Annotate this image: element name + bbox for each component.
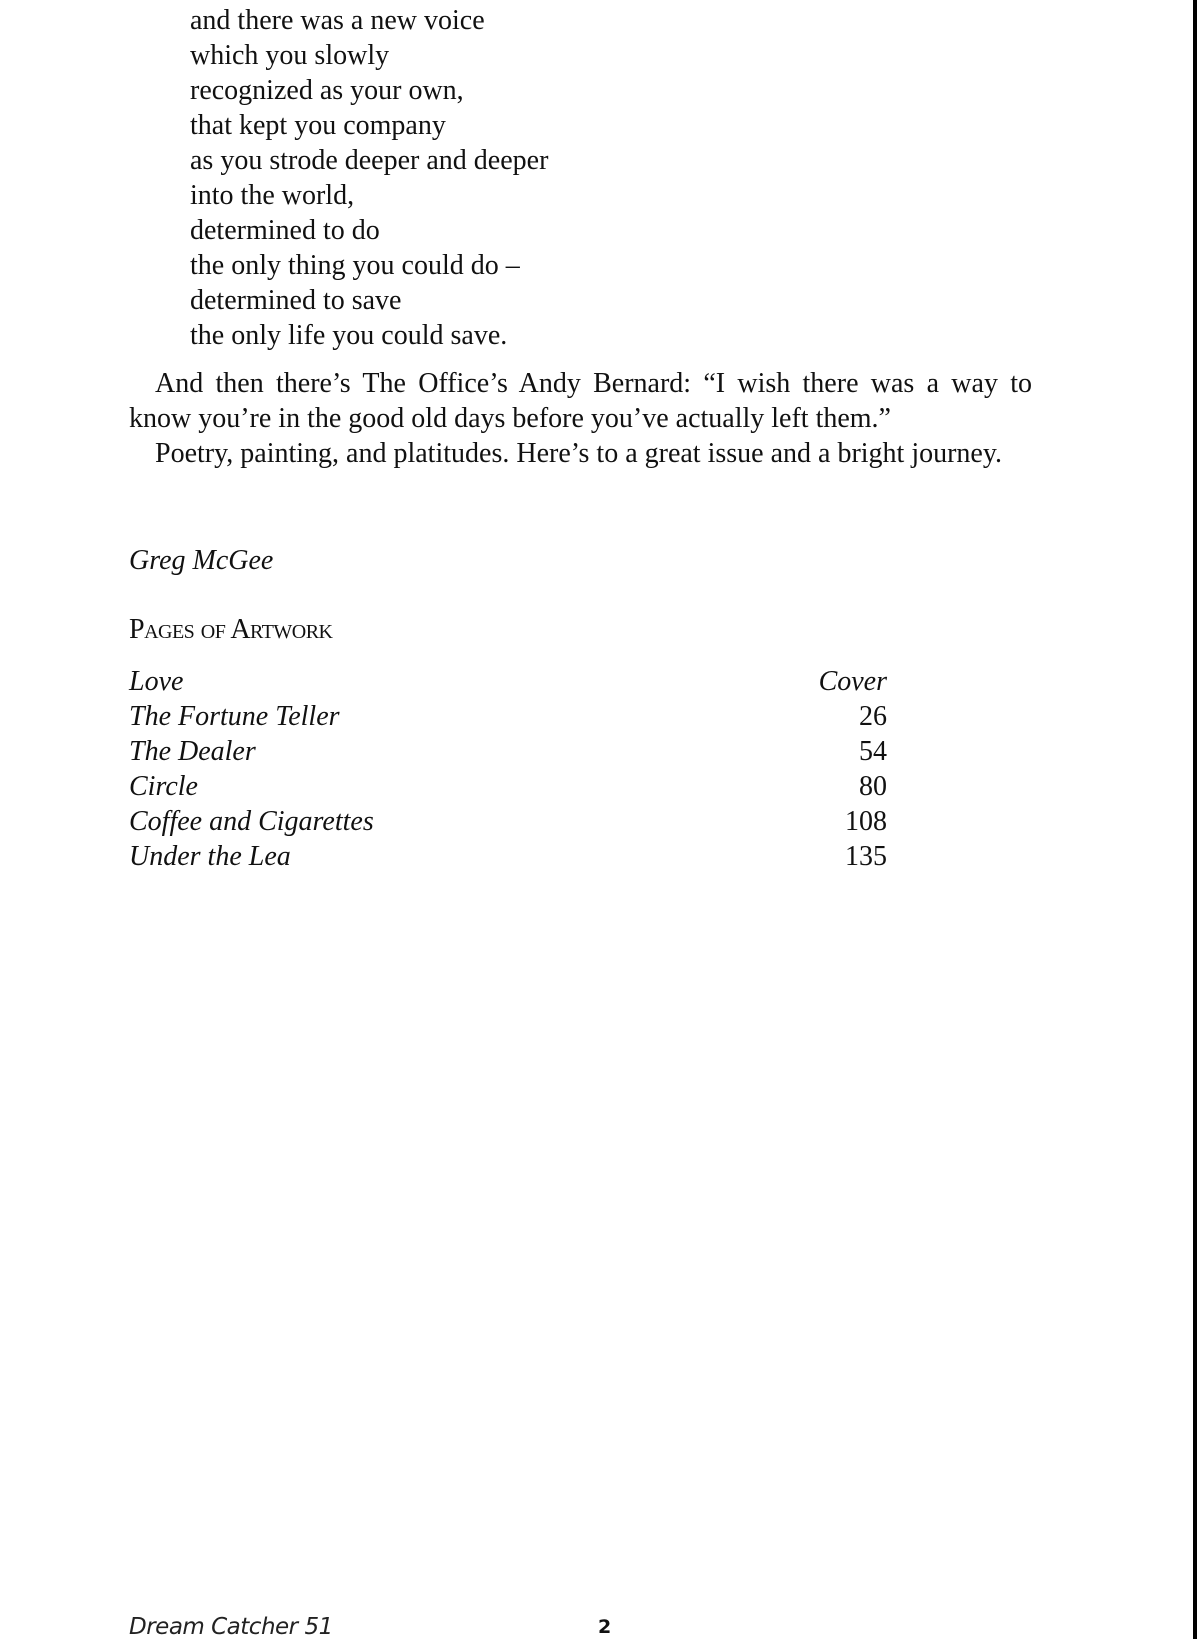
poem-line: the only thing you could do – (190, 250, 520, 281)
poem-line: as you strode deeper and deeper (190, 145, 549, 176)
prose-paragraph: Poetry, painting, and platitudes. Here’s to a great issue and a bright journey. (155, 438, 1003, 469)
prose-paragraph: And then there’s The Office’s Andy Bernard: “I wish there was a way to know you’re in the good old days before you’ve actually left them.” (129, 368, 1032, 434)
artwork-title: Coffee and Cigarettes (129, 806, 374, 837)
page-edge-rule (1193, 0, 1197, 1639)
poem-line: that kept you company (190, 110, 446, 141)
footer-page-number: 2 (598, 1616, 612, 1638)
artwork-list-item (129, 769, 887, 804)
poem-line: which you slowly (190, 40, 390, 71)
artwork-title: Under the Lea (129, 841, 291, 872)
artwork-page-number: 135 (845, 841, 887, 872)
artwork-page-number: 54 (859, 736, 887, 767)
artwork-title: Love (129, 666, 184, 697)
poem-line: and there was a new voice (190, 5, 485, 36)
artwork-title: The Dealer (129, 736, 256, 767)
artwork-list-item (129, 734, 887, 769)
poem-line: into the world, (190, 180, 355, 211)
artwork-page-number: Cover (818, 666, 887, 697)
footer-publication-title: Dream Catcher 51 (129, 1614, 333, 1640)
author-signature: Greg McGee (129, 545, 274, 576)
artwork-list-item (129, 839, 887, 874)
poem-line: determined to save (190, 285, 402, 316)
editorial-prose (129, 366, 1032, 471)
artwork-list-item (129, 804, 887, 839)
poem-line: recognized as your own, (190, 75, 464, 106)
artwork-page-number: 26 (859, 701, 887, 732)
artwork-title: The Fortune Teller (129, 701, 340, 732)
artwork-list-item (129, 664, 887, 699)
artwork-list-item (129, 699, 887, 734)
poem-line: determined to do (190, 215, 380, 246)
poem-line: the only life you could save. (190, 320, 508, 351)
poem-excerpt (190, 3, 548, 353)
artwork-page-number: 80 (859, 771, 887, 802)
artwork-list (129, 664, 887, 874)
artwork-page-number: 108 (845, 806, 887, 837)
artwork-section-heading: Pages of Artwork (129, 614, 333, 645)
artwork-title: Circle (129, 771, 198, 802)
